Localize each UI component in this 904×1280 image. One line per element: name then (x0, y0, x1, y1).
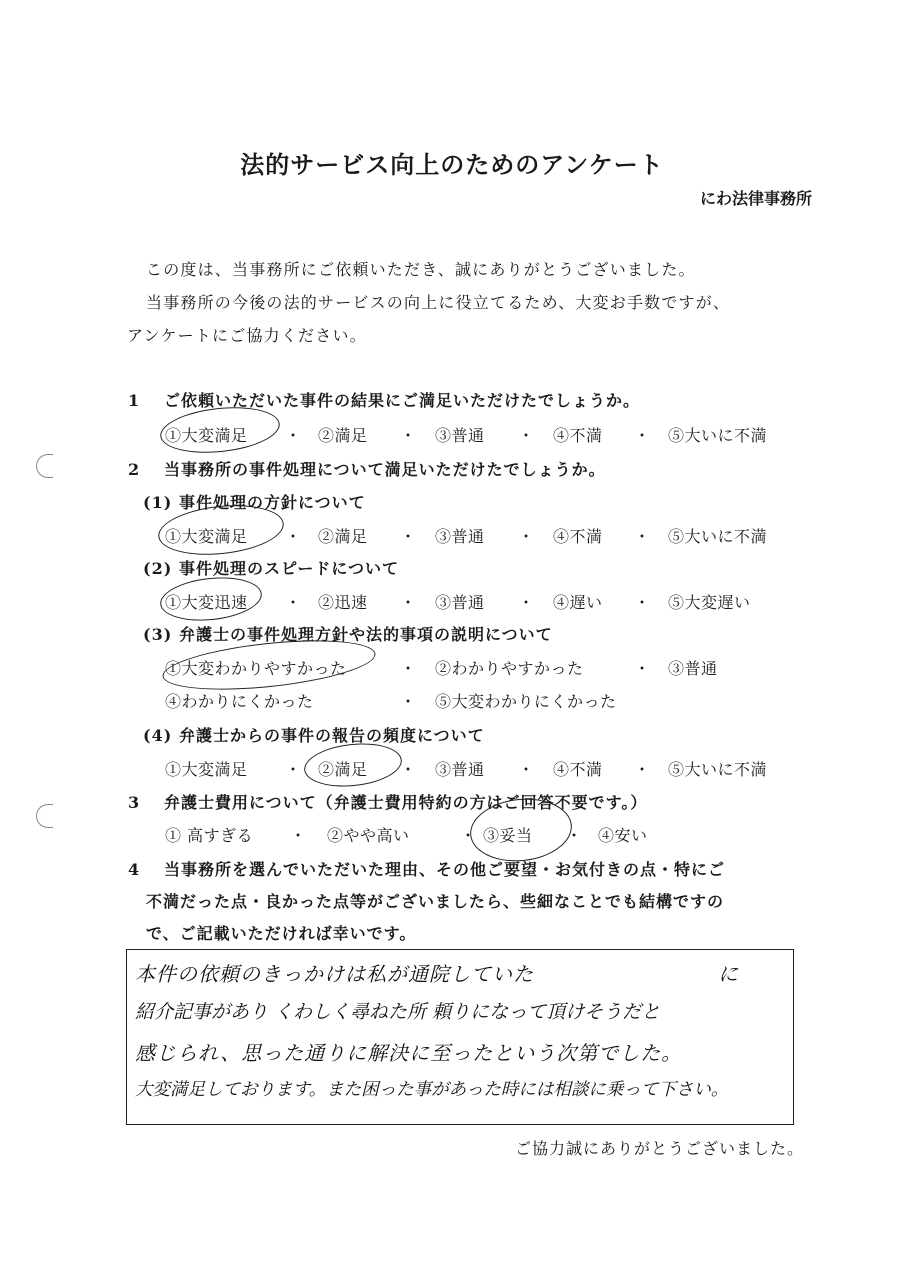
question-4-number: 4 (128, 860, 141, 879)
q2-3-option-5[interactable]: ⑤大変わかりにくかった (435, 692, 617, 711)
q2-4-separator: ・ (285, 760, 302, 779)
question-4-line-2: 不満だった点・良かった点等がございましたら、些細なことでも結構ですの (146, 892, 725, 911)
q1-separator: ・ (400, 426, 417, 445)
q2-1-separator: ・ (285, 527, 302, 546)
question-2-sub-1-text: 事件処理の方針について (179, 493, 366, 512)
closing-thanks: ご協力誠にありがとうございました。 (514, 1139, 804, 1158)
q3-option-4[interactable]: ④安い (598, 826, 648, 845)
q2-3-separator: ・ (634, 659, 651, 678)
q2-2-separator: ・ (400, 593, 417, 612)
q2-4-option-2[interactable]: ②満足 (318, 760, 368, 779)
page-title: 法的サービス向上のためのアンケート (240, 150, 664, 179)
question-2-sub-4 (143, 723, 485, 746)
question-1-text: ご依頼いただいた事件の結果にご満足いただけたでしょうか。 (164, 391, 641, 410)
q3-separator: ・ (566, 826, 583, 845)
q2-4-separator: ・ (634, 760, 651, 779)
q2-1-separator: ・ (518, 527, 535, 546)
question-2-sub-2 (143, 556, 399, 579)
q2-3-option-2[interactable]: ②わかりやすかった (435, 659, 584, 678)
question-2 (128, 457, 606, 480)
question-2-sub-4-number: (4) (143, 726, 173, 745)
question-1-number: 1 (128, 391, 141, 410)
q3-separator: ・ (460, 826, 477, 845)
q2-1-separator: ・ (634, 527, 651, 546)
q2-1-option-3[interactable]: ③普通 (435, 527, 485, 546)
intro-line-3: アンケートにご協力ください。 (127, 326, 367, 345)
question-4-line-3: で、ご記載いただければ幸いです。 (146, 924, 417, 943)
q2-3-option-1[interactable]: ①大変わかりやすかった (165, 659, 347, 678)
handwritten-margin-mark: に (718, 962, 739, 986)
punch-hole-top (36, 454, 53, 478)
q2-2-separator: ・ (285, 593, 302, 612)
q2-4-option-3[interactable]: ③普通 (435, 760, 485, 779)
question-4 (128, 857, 725, 880)
intro-line-1: この度は、当事務所にご依頼いただき、誠にありがとうございました。 (146, 260, 696, 279)
handwritten-line-3: 感じられ、思った通りに解決に至ったという次第でした。 (135, 1041, 683, 1065)
q2-3-option-3[interactable]: ③普通 (668, 659, 718, 678)
q2-4-option-5[interactable]: ⑤大いに不満 (668, 760, 768, 779)
q1-separator: ・ (634, 426, 651, 445)
q2-2-option-5[interactable]: ⑤大変遅い (668, 593, 751, 612)
q2-3-separator: ・ (400, 659, 417, 678)
question-4-line-1: 当事務所を選んでいただいた理由、その他ご要望・お気付きの点・特にご (164, 860, 726, 879)
question-3-text: 弁護士費用について（弁護士費用特約の方はご回答不要です。） (164, 793, 648, 812)
q3-option-2[interactable]: ②やや高い (327, 826, 410, 845)
q2-4-separator: ・ (518, 760, 535, 779)
question-2-number: 2 (128, 460, 141, 479)
q2-4-option-1[interactable]: ①大変満足 (165, 760, 248, 779)
q1-option-4[interactable]: ④不満 (553, 426, 603, 445)
q1-separator: ・ (285, 426, 302, 445)
question-1 (128, 388, 640, 411)
q2-2-separator: ・ (518, 593, 535, 612)
q1-option-1[interactable]: ①大変満足 (165, 426, 248, 445)
question-2-sub-2-number: (2) (143, 559, 173, 578)
q1-option-2[interactable]: ②満足 (318, 426, 368, 445)
handwritten-line-4: 大変満足しております。また困った事があった時には相談に乗って下さい。 (135, 1080, 729, 1100)
punch-hole-bottom (36, 804, 53, 828)
q2-2-selected-circle (158, 573, 264, 625)
question-2-sub-3-text: 弁護士の事件処理方針や法的事項の説明について (179, 625, 553, 644)
q3-option-3[interactable]: ③妥当 (483, 826, 533, 845)
q2-4-separator: ・ (400, 760, 417, 779)
firm-name: にわ法律事務所 (699, 189, 812, 208)
question-3-number: 3 (128, 793, 141, 812)
q1-option-3[interactable]: ③普通 (435, 426, 485, 445)
question-2-sub-2-text: 事件処理のスピードについて (179, 559, 400, 578)
question-2-sub-3-number: (3) (143, 625, 173, 644)
q2-2-option-1[interactable]: ①大変迅速 (165, 593, 248, 612)
intro-line-2: 当事務所の今後の法的サービスの向上に役立てるため、大変お手数ですが、 (146, 293, 731, 312)
q2-1-option-5[interactable]: ⑤大いに不満 (668, 527, 768, 546)
q1-separator: ・ (518, 426, 535, 445)
q2-2-option-2[interactable]: ②迅速 (318, 593, 368, 612)
question-2-sub-4-text: 弁護士からの事件の報告の頻度について (179, 726, 485, 745)
q2-2-option-4[interactable]: ④遅い (553, 593, 603, 612)
q1-option-5[interactable]: ⑤大いに不満 (668, 426, 768, 445)
q2-1-option-4[interactable]: ④不満 (553, 527, 603, 546)
q2-2-option-3[interactable]: ③普通 (435, 593, 485, 612)
q2-4-selected-circle (302, 739, 404, 791)
q2-2-separator: ・ (634, 593, 651, 612)
handwritten-line-2: 紹介記事があり くわしく尋ねた所 頼りになって頂けそうだと (135, 1001, 661, 1023)
question-3 (128, 790, 647, 813)
q2-1-separator: ・ (400, 527, 417, 546)
q2-4-option-4[interactable]: ④不満 (553, 760, 603, 779)
question-2-sub-1-number: (1) (143, 493, 173, 512)
q2-1-option-2[interactable]: ②満足 (318, 527, 368, 546)
q2-3-option-4[interactable]: ④わかりにくかった (165, 692, 314, 711)
question-2-text: 当事務所の事件処理について満足いただけたでしょうか。 (164, 460, 606, 479)
handwritten-line-1: 本件の依頼のきっかけは私が通院していた (135, 962, 534, 986)
q2-1-option-1[interactable]: ①大変満足 (165, 527, 248, 546)
q2-3-separator: ・ (400, 692, 417, 711)
q3-separator: ・ (290, 826, 307, 845)
q3-option-1[interactable]: ① 高すぎる (165, 826, 254, 845)
